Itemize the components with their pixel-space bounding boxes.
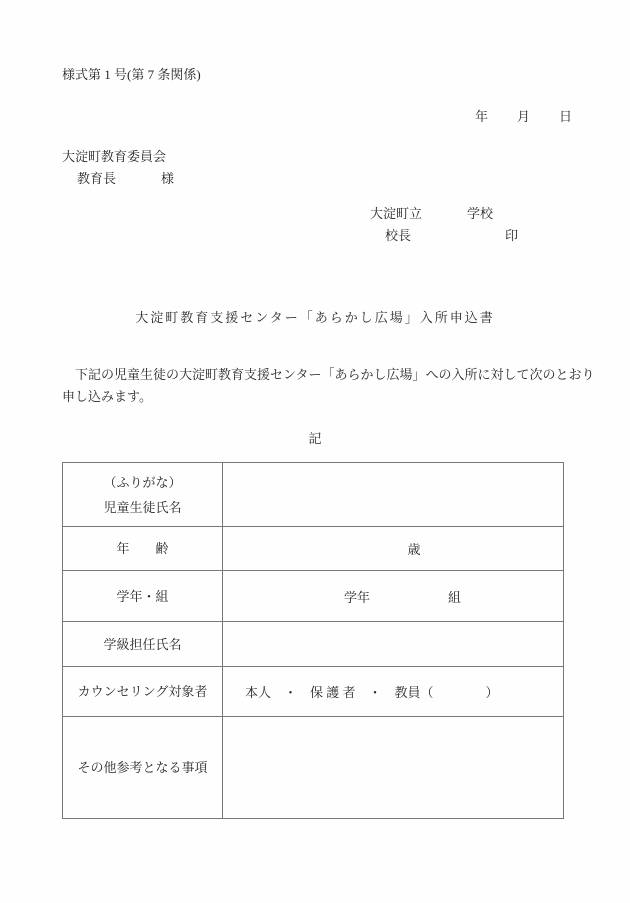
row-label-grade-class [63, 571, 223, 621]
recipient-chairman-line [77, 168, 174, 187]
student-name-field [223, 463, 563, 526]
notation-ki: 記 [308, 431, 322, 446]
table-row-other-notes [63, 717, 563, 818]
table-row-grade-class [63, 571, 563, 622]
row-label-student-name [63, 463, 223, 526]
grade-class-field: 学年 組 [344, 589, 462, 605]
table-row-student-name [63, 463, 563, 527]
table-row-counseling-target [63, 667, 563, 717]
school-name-blank [422, 217, 467, 218]
principal-seal-line [385, 225, 518, 244]
school-suffix: 学校 [467, 206, 494, 221]
homeroom-teacher-field [223, 622, 563, 666]
grade-class-label: 学年・組 [116, 588, 169, 604]
age-field: 歳 [407, 542, 421, 557]
honorific-sama: 様 [161, 171, 175, 186]
school-name-line [370, 203, 493, 222]
row-label-other-notes [63, 717, 223, 818]
row-label-homeroom-teacher [63, 622, 223, 666]
application-table [62, 462, 564, 819]
document-title: 大淀町教育支援センター「あらかし広場」入所申込書 [135, 310, 495, 325]
table-row-homeroom-teacher [63, 622, 563, 667]
age-label: 年 齢 [116, 541, 169, 556]
counseling-target-label: カウンセリング対象者 [77, 684, 208, 699]
recipient-committee: 大淀町教育委員会 [62, 149, 167, 164]
body-paragraph [62, 364, 602, 408]
body-line-1: 下記の児童生徒の大淀町教育支援センター「あらかし広場」への入所に対して次のとおり [62, 367, 595, 382]
chairman-title: 教育長 [77, 171, 117, 186]
row-label-age [63, 527, 223, 570]
other-notes-field [223, 717, 563, 818]
principal-name-blank [411, 239, 505, 240]
school-prefix: 大淀町立 [370, 206, 423, 221]
counseling-target-options: 本人 ・ 保 護 者 ・ 教員（ ） [245, 685, 499, 700]
spacer [116, 182, 161, 183]
date-line: 年 月 日 [474, 109, 573, 124]
table-row-age [63, 527, 563, 571]
other-notes-label: その他参考となる事項 [77, 760, 208, 775]
body-line-2: 申し込みます。 [62, 389, 152, 404]
homeroom-teacher-label: 学級担任氏名 [103, 636, 182, 652]
seal-mark: 印 [505, 228, 519, 243]
furigana-label: （ふりがな） [103, 474, 182, 490]
row-label-counseling-target [63, 667, 223, 716]
student-name-label: 児童生徒氏名 [103, 499, 182, 515]
principal-label: 校長 [385, 228, 412, 243]
form-number: 様式第 1 号(第 7 条関係) [62, 67, 201, 82]
